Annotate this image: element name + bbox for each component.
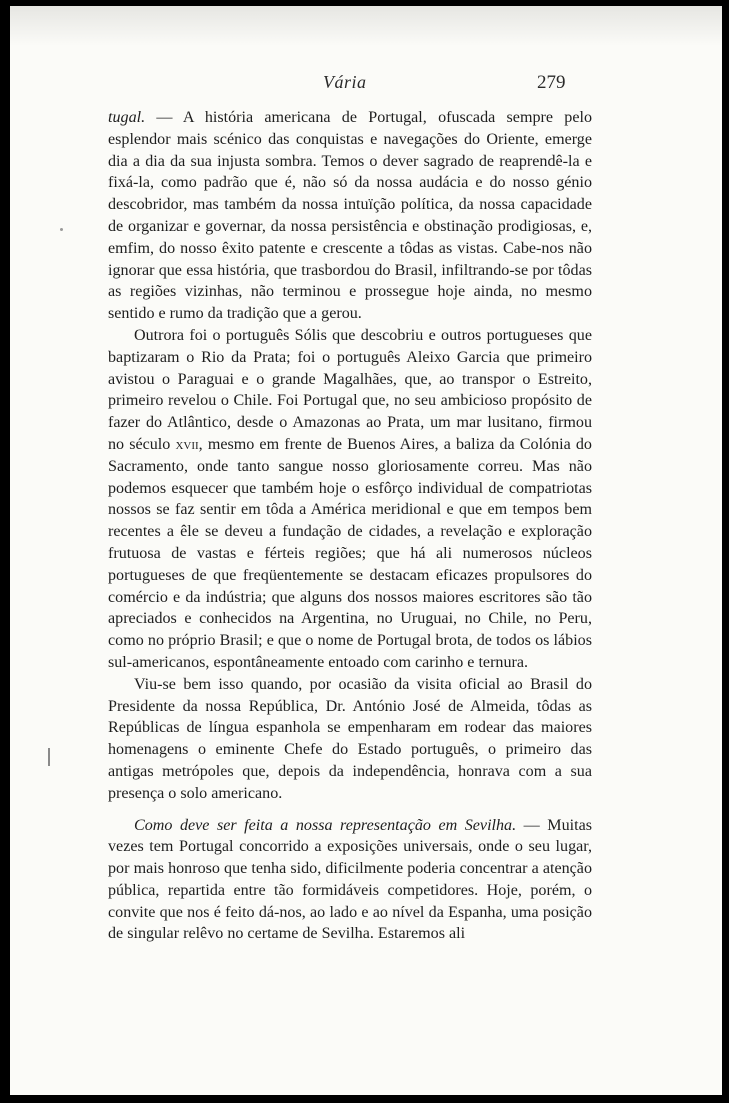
paragraph-3 xyxy=(108,674,592,805)
paragraph-1-text: — A história americana de Portugal, ofuscada sempre pelo esplendor mais scénico das conquistas e navegações do Oriente, emerge dia a dia da sua injusta sombra. Temos o dever sagrado de reaprendê-la e fixá-la, como padrão que é, não só da nossa audácia e do nosso génio descobridor, mas também da nossa intuïção política, da nossa capacidade de organizar e governar, da nossa persistência e obstinação prodigiosas, e, emfim, do nosso êxito patente e crescente a tôdas as vistas. Cabe-nos não ignorar que essa história, que trasbordou do Brasil, infiltrando-se por tôdas as regiões vizinhas, não terminou e prossegue hoje ainda, no mesmo sentido e rumo da tradição que a gerou. xyxy=(108,109,592,323)
paragraph-3-text: Viu-se bem isso quando, por ocasião da visita oficial ao Brasil do Presidente da nossa República, Dr. António José de Almeida, tôdas as Repúblicas de língua espanhola se empenharam em rodear das maiores homenagens o eminente Chefe do Estado português, o primeiro das antigas metrópoles que, depois da independência, honrava com a sua presença o solo americano. xyxy=(108,675,592,802)
paragraph-1 xyxy=(108,107,592,325)
page-header xyxy=(10,72,722,100)
paragraph-2-text-a: Outrora foi o português Sólis que descobriu e outros portugueses que baptizaram o Rio da Prata; foi o português Aleixo Garcia que primeiro avistou o Paraguai e o grande Magalhães, que, ao transpor o Estreito, primeiro revelou o Chile. Foi Portugal que, no seu ambicioso propósito de fazer do Atlântico, desde o Amazonas ao Prata, um mar lusitano, firmou no século xyxy=(108,326,592,453)
margin-mark xyxy=(48,748,50,766)
book-page xyxy=(10,6,722,1095)
paper-speck xyxy=(60,228,63,231)
paragraph-2-text-b: , mesmo em frente de Buenos Aires, a baliza da Colónia do Sacramento, onde tanto sangue nosso gloriosamente correu. Mas não podemos esquecer que também hoje o esfôrço individual de compatriotas nossos se faz sentir em tôda a América meridional e que em tempos bem recentes a êle se deveu a fundação de cidades, a revelação e exploração frutuosa de vastas e férteis regiões; que há ali numerosos núcleos portugueses de que freqüentemente se destacam eficazes propulsores do comércio e da indústria; que alguns dos nossos maiores escritores são tão apreciados e conhecidos na Argentina, no Uruguai, no Chile, no Peru, como no próprio Brasil; e que o nome de Portugal brota, de todos os lábios sul-americanos, espontâneamente entoado com carinho e ternura. xyxy=(108,435,592,671)
paragraph-4-lead: Como deve ser feita a nossa representação em Sevilha. xyxy=(134,816,517,834)
paragraph-2 xyxy=(108,325,592,674)
paragraph-4-text: — Muitas vezes tem Portugal concorrido a exposições universais, onde o seu lugar, por mais honroso que tenha sido, dificilmente poderia concentrar a atenção pública, repartida entre tão formidáveis competidores. Hoje, porém, o convite que nos é feito dá-nos, ao lado e ao nível da Espanha, uma posição de singular relêvo no certame de Sevilha. Estaremos ali xyxy=(108,816,592,943)
page-number: 279 xyxy=(537,72,566,93)
paragraph-1-lead: tugal. xyxy=(108,109,146,126)
paragraph-2-century: xvii xyxy=(175,435,199,453)
scan-shadow xyxy=(10,6,722,46)
paragraph-4 xyxy=(108,815,592,946)
running-title: Vária xyxy=(323,72,367,92)
body-text xyxy=(108,107,592,945)
